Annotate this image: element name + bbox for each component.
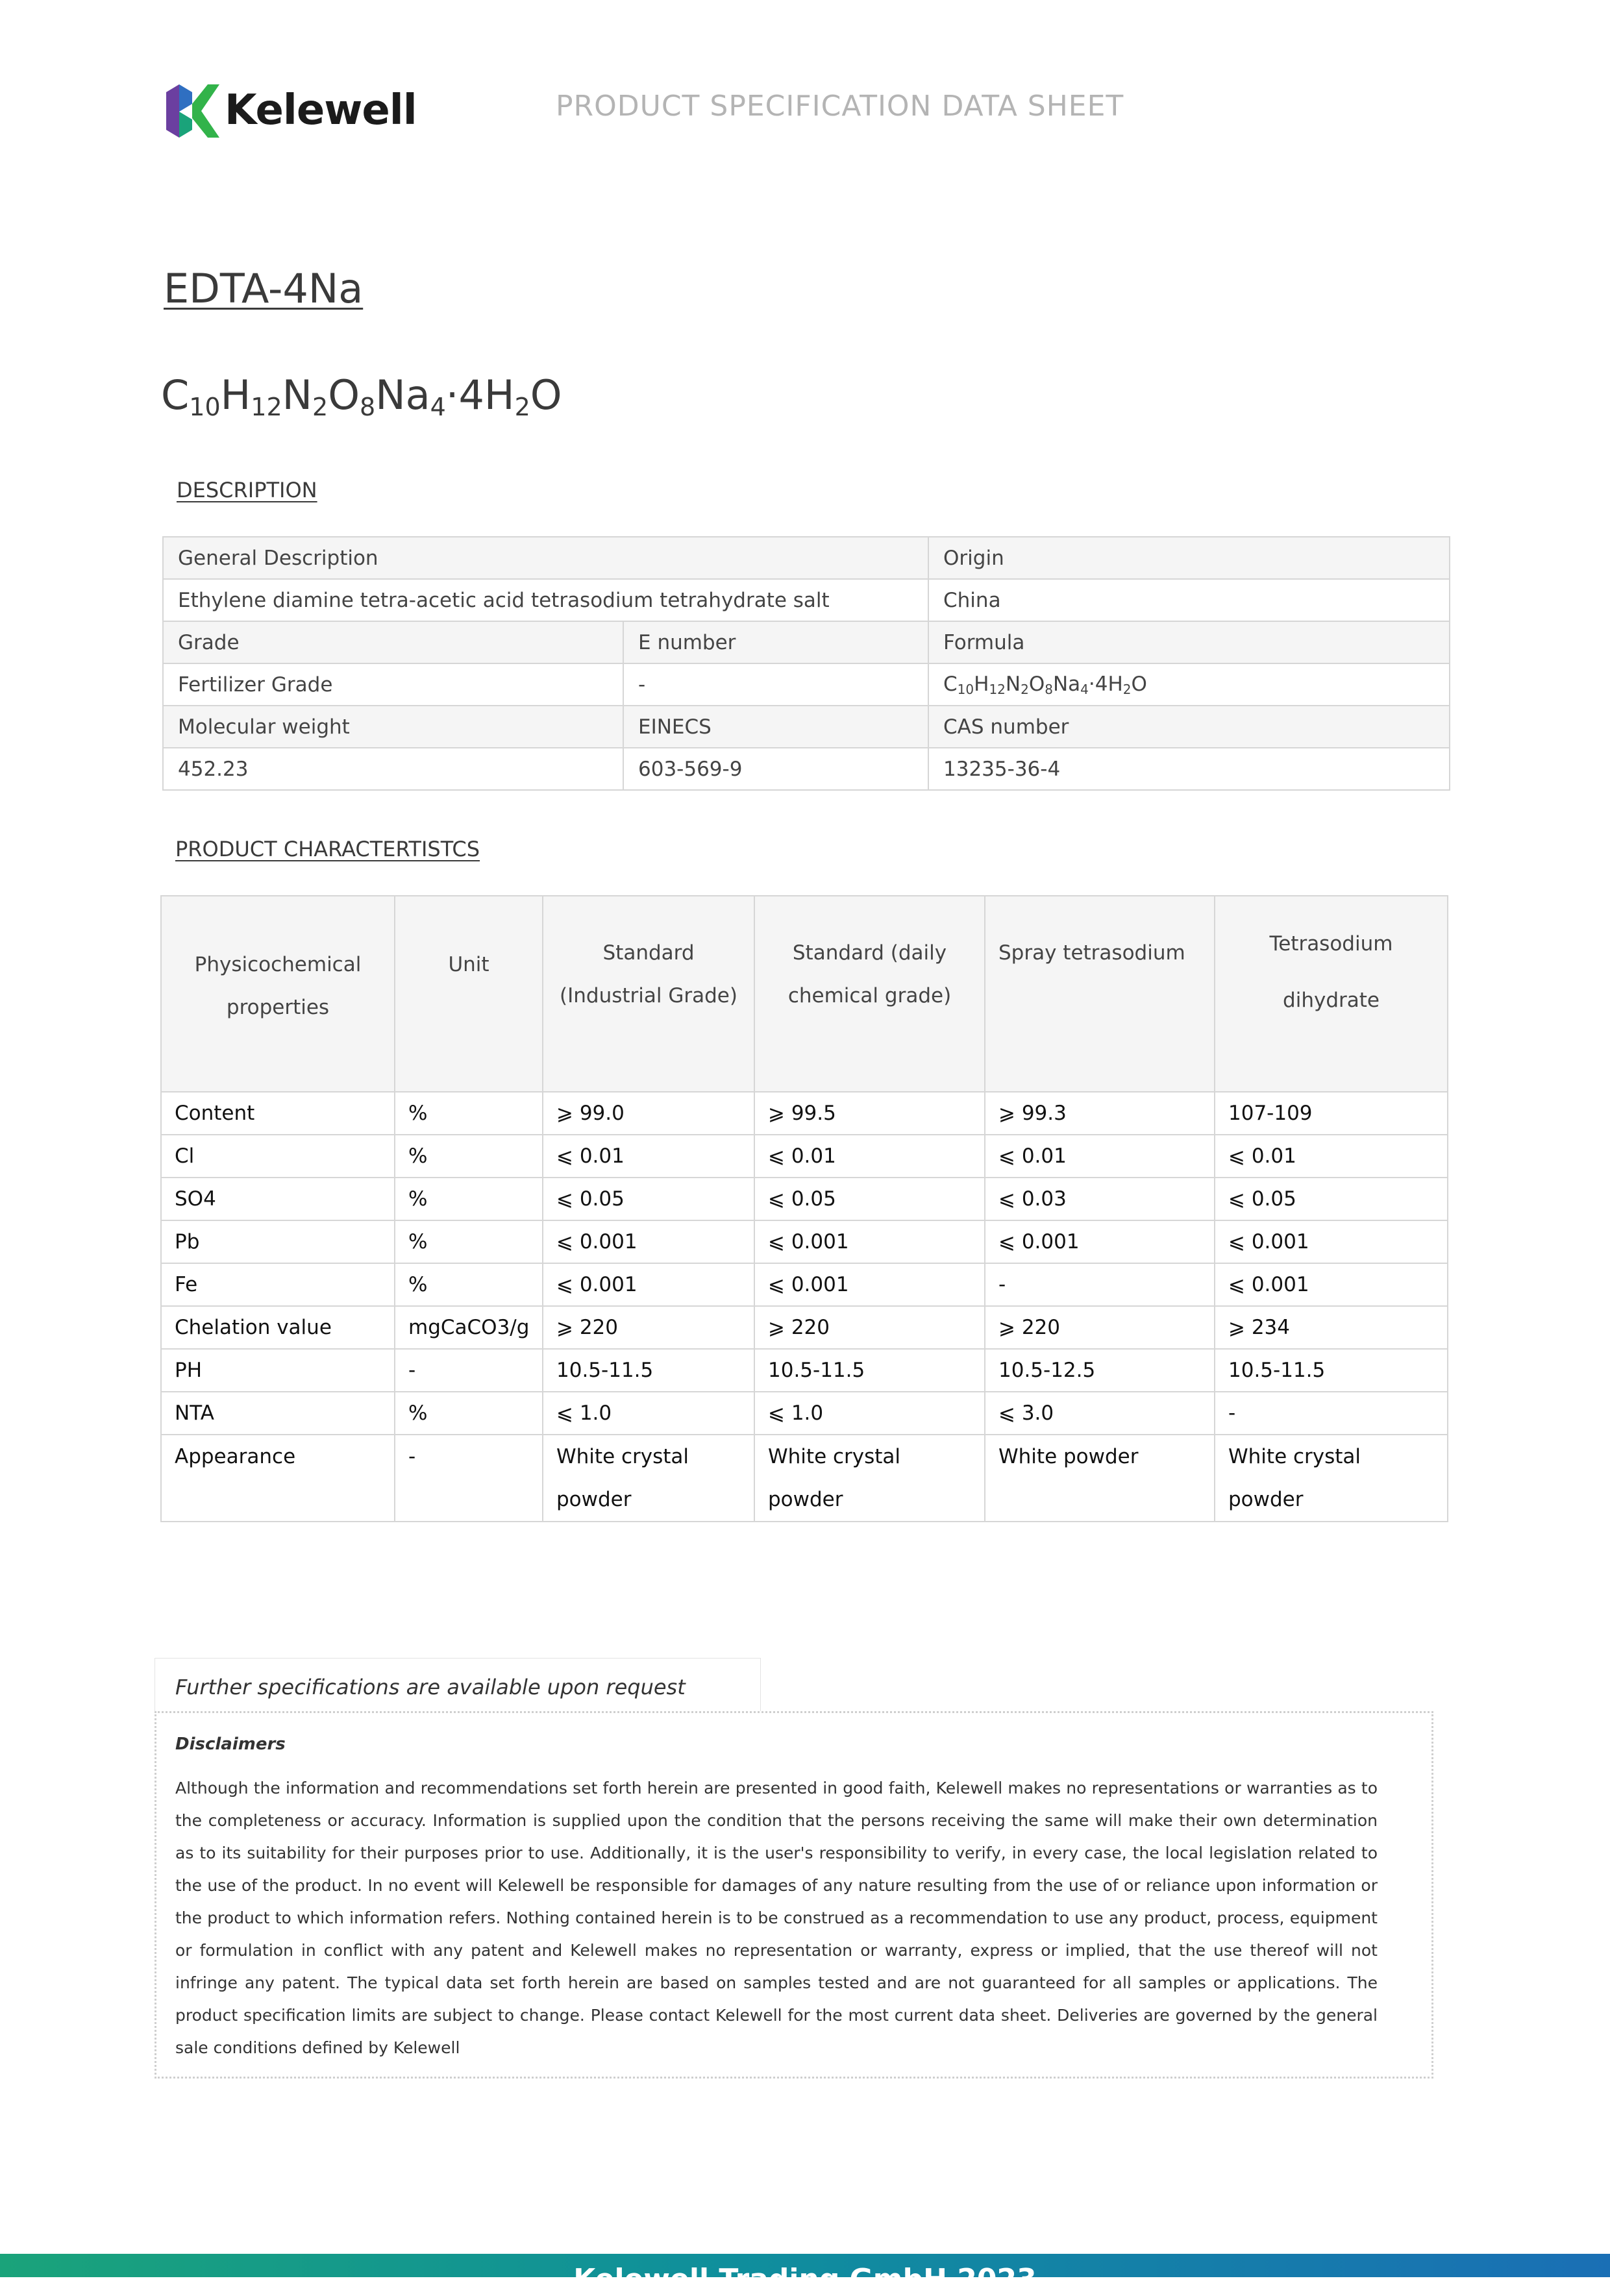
cell-spray-tetrasodium: ⩽ 0.01 — [985, 1135, 1215, 1178]
cell-industrial-grade: ⩽ 0.05 — [543, 1178, 754, 1220]
cell-tetrasodium-dihydrate: - — [1215, 1392, 1448, 1435]
cell-industrial-grade: 10.5-11.5 — [543, 1349, 754, 1392]
cell-property: SO4 — [161, 1178, 395, 1220]
header-spray-tetrasodium: Spray tetrasodium — [985, 896, 1215, 1092]
cell-unit: % — [395, 1392, 543, 1435]
footer-bar — [0, 2254, 1610, 2296]
formula-part: O — [1028, 672, 1045, 696]
cell-daily-chemical-grade: ⩽ 0.001 — [754, 1220, 985, 1263]
table-row — [163, 537, 1450, 579]
table-row — [163, 663, 1450, 706]
cell-daily-chemical-grade: ⩾ 220 — [754, 1306, 985, 1349]
product-name: EDTA-4Na — [164, 265, 364, 312]
cell-unit: mgCaCO3/g — [395, 1306, 543, 1349]
formula-subscript: 8 — [1045, 681, 1053, 697]
formula-subscript: 10 — [189, 393, 221, 421]
characteristics-heading: PRODUCT CHARACTERTISTCS — [175, 837, 480, 861]
cell-tetrasodium-dihydrate: White crystal powder — [1215, 1435, 1448, 1522]
cell-tetrasodium-dihydrate: ⩾ 234 — [1215, 1306, 1448, 1349]
cell-spray-tetrasodium: White powder — [985, 1435, 1215, 1522]
header-tetrasodium-line1: Tetrasodium — [1269, 932, 1393, 956]
formula-value — [928, 663, 1450, 706]
cell-spray-tetrasodium: ⩽ 0.03 — [985, 1178, 1215, 1220]
table-row — [163, 706, 1450, 748]
grade-label: Grade — [163, 621, 623, 663]
cell-industrial-grade: ⩽ 0.001 — [543, 1220, 754, 1263]
cas-number-label: CAS number — [928, 706, 1450, 748]
cell-unit: % — [395, 1135, 543, 1178]
header-daily-chemical-grade: Standard (daily chemical grade) — [754, 896, 985, 1092]
table-row — [161, 1092, 1448, 1135]
e-number-label: E number — [623, 621, 928, 663]
general-description-label: General Description — [163, 537, 928, 579]
formula-part: C — [943, 672, 958, 696]
formula-subscript: 4 — [430, 393, 446, 421]
header-tetrasodium-line2: dihydrate — [1283, 989, 1380, 1012]
cell-unit: % — [395, 1263, 543, 1306]
origin-value: China — [928, 579, 1450, 621]
formula-part: C — [161, 371, 190, 419]
cell-property: Fe — [161, 1263, 395, 1306]
cell-spray-tetrasodium: ⩾ 99.3 — [985, 1092, 1215, 1135]
cell-spray-tetrasodium: ⩽ 3.0 — [985, 1392, 1215, 1435]
logo-wordmark: Kelewell — [225, 86, 417, 134]
e-number-value: - — [623, 663, 928, 706]
formula-subscript: 8 — [360, 393, 376, 421]
cell-property: Appearance — [161, 1435, 395, 1522]
cell-daily-chemical-grade: ⩽ 0.01 — [754, 1135, 985, 1178]
cell-industrial-grade: White crystal powder — [543, 1435, 754, 1522]
formula-subscript: 2 — [514, 393, 530, 421]
cell-daily-chemical-grade: ⩽ 1.0 — [754, 1392, 985, 1435]
table-row — [161, 1263, 1448, 1306]
formula-subscript: 12 — [251, 393, 282, 421]
cell-tetrasodium-dihydrate: ⩽ 0.05 — [1215, 1178, 1448, 1220]
formula-subscript: 10 — [957, 681, 974, 697]
cell-unit: - — [395, 1349, 543, 1392]
table-row — [161, 1306, 1448, 1349]
cell-industrial-grade: ⩽ 0.01 — [543, 1135, 754, 1178]
cell-property: Chelation value — [161, 1306, 395, 1349]
formula-part: N — [282, 371, 313, 419]
formula-part: ·4H — [1088, 672, 1123, 696]
table-row — [161, 1392, 1448, 1435]
formula-subscript: 4 — [1080, 681, 1089, 697]
further-specifications-note: Further specifications are available upon request — [175, 1675, 686, 1699]
header-properties: Physicochemical properties — [161, 896, 395, 1092]
cell-tetrasodium-dihydrate: 10.5-11.5 — [1215, 1349, 1448, 1392]
formula-part: H — [220, 371, 251, 419]
formula-part: O — [328, 371, 360, 419]
cell-industrial-grade: ⩽ 1.0 — [543, 1392, 754, 1435]
header-tetrasodium-dihydrate — [1215, 896, 1448, 1092]
formula-label: Formula — [928, 621, 1450, 663]
kelewell-logo-icon — [164, 83, 219, 139]
formula-part: O — [530, 371, 562, 419]
cell-daily-chemical-grade: ⩽ 0.05 — [754, 1178, 985, 1220]
description-heading: DESCRIPTION — [177, 478, 317, 502]
document-title: PRODUCT SPECIFICATION DATA SHEET — [556, 90, 1124, 123]
formula-subscript: 2 — [1021, 681, 1029, 697]
cell-daily-chemical-grade: White crystal powder — [754, 1435, 985, 1522]
formula-part: ·4H — [445, 371, 515, 419]
cell-industrial-grade: ⩽ 0.001 — [543, 1263, 754, 1306]
disclaimer-text: Although the information and recommendations set forth herein are presented in good faith, Kelewell makes no representations or warranties as to the completeness or accuracy. Information is supplied upon the condition that the persons receiving the same will make their own determination as to its suitability for their purposes prior to use. Additionally, it is the user's responsibility to verify, in every case, the local legislation related to the use of the product. In no event will Kelewell be responsible for damages of any nature resulting from the use of or reliance upon information or the product to which information refers. Nothing contained herein is to be construed as a recommendation to use any product, process, equipment or formulation in conflict with any patent and Kelewell makes no representation or warranty, express or implied, that the use thereof will not infringe any patent. The typical data set forth herein are based on samples tested and are not guaranteed for all samples or applications. The product specification limits are subject to change. Please contact Kelewell for the most current data sheet. Deliveries are governed by the general sale conditions defined by Kelewell — [175, 1779, 1378, 2057]
cell-property: Content — [161, 1092, 395, 1135]
formula-subscript: 12 — [989, 681, 1006, 697]
cell-industrial-grade: ⩾ 99.0 — [543, 1092, 754, 1135]
molecular-weight-value: 452.23 — [163, 748, 623, 790]
cell-spray-tetrasodium: - — [985, 1263, 1215, 1306]
grade-value: Fertilizer Grade — [163, 663, 623, 706]
table-row — [161, 1178, 1448, 1220]
cell-daily-chemical-grade: 10.5-11.5 — [754, 1349, 985, 1392]
cas-number-value: 13235-36-4 — [928, 748, 1450, 790]
description-table — [162, 536, 1450, 791]
cell-spray-tetrasodium: 10.5-12.5 — [985, 1349, 1215, 1392]
cell-property: Pb — [161, 1220, 395, 1263]
table-row — [163, 748, 1450, 790]
table-row — [161, 1135, 1448, 1178]
cell-tetrasodium-dihydrate: ⩽ 0.001 — [1215, 1263, 1448, 1306]
table-row — [163, 579, 1450, 621]
header-unit: Unit — [395, 896, 543, 1092]
cell-daily-chemical-grade: ⩽ 0.001 — [754, 1263, 985, 1306]
einecs-label: EINECS — [623, 706, 928, 748]
disclaimer-title: Disclaimers — [175, 1734, 286, 1754]
cell-unit: % — [395, 1178, 543, 1220]
general-description-value: Ethylene diamine tetra-acetic acid tetrasodium tetrahydrate salt — [163, 579, 928, 621]
footer-text: Kelewell Trading GmbH 2023 — [573, 2263, 1037, 2296]
product-formula — [161, 371, 562, 421]
cell-daily-chemical-grade: ⩾ 99.5 — [754, 1092, 985, 1135]
molecular-weight-label: Molecular weight — [163, 706, 623, 748]
formula-subscript: 2 — [1122, 681, 1132, 697]
cell-tetrasodium-dihydrate: ⩽ 0.01 — [1215, 1135, 1448, 1178]
formula-part: H — [974, 672, 989, 696]
cell-unit: % — [395, 1220, 543, 1263]
cell-spray-tetrasodium: ⩽ 0.001 — [985, 1220, 1215, 1263]
characteristics-body — [161, 1092, 1448, 1522]
formula-part: Na — [375, 371, 430, 419]
cell-property: PH — [161, 1349, 395, 1392]
characteristics-table — [160, 895, 1448, 1522]
formula-part: N — [1005, 672, 1021, 696]
formula-part: Na — [1052, 672, 1081, 696]
table-row — [161, 1349, 1448, 1392]
cell-unit: - — [395, 1435, 543, 1522]
header-industrial-grade: Standard (Industrial Grade) — [543, 896, 754, 1092]
table-row — [161, 1435, 1448, 1522]
cell-unit: % — [395, 1092, 543, 1135]
cell-property: NTA — [161, 1392, 395, 1435]
formula-subscript: 2 — [312, 393, 328, 421]
kelewell-logo — [164, 83, 417, 139]
table-row — [161, 1220, 1448, 1263]
origin-label: Origin — [928, 537, 1450, 579]
cell-tetrasodium-dihydrate: 107-109 — [1215, 1092, 1448, 1135]
einecs-value: 603-569-9 — [623, 748, 928, 790]
cell-industrial-grade: ⩾ 220 — [543, 1306, 754, 1349]
table-header-row — [161, 896, 1448, 1092]
cell-tetrasodium-dihydrate: ⩽ 0.001 — [1215, 1220, 1448, 1263]
cell-spray-tetrasodium: ⩾ 220 — [985, 1306, 1215, 1349]
cell-property: Cl — [161, 1135, 395, 1178]
formula-part: O — [1131, 672, 1147, 696]
table-row — [163, 621, 1450, 663]
